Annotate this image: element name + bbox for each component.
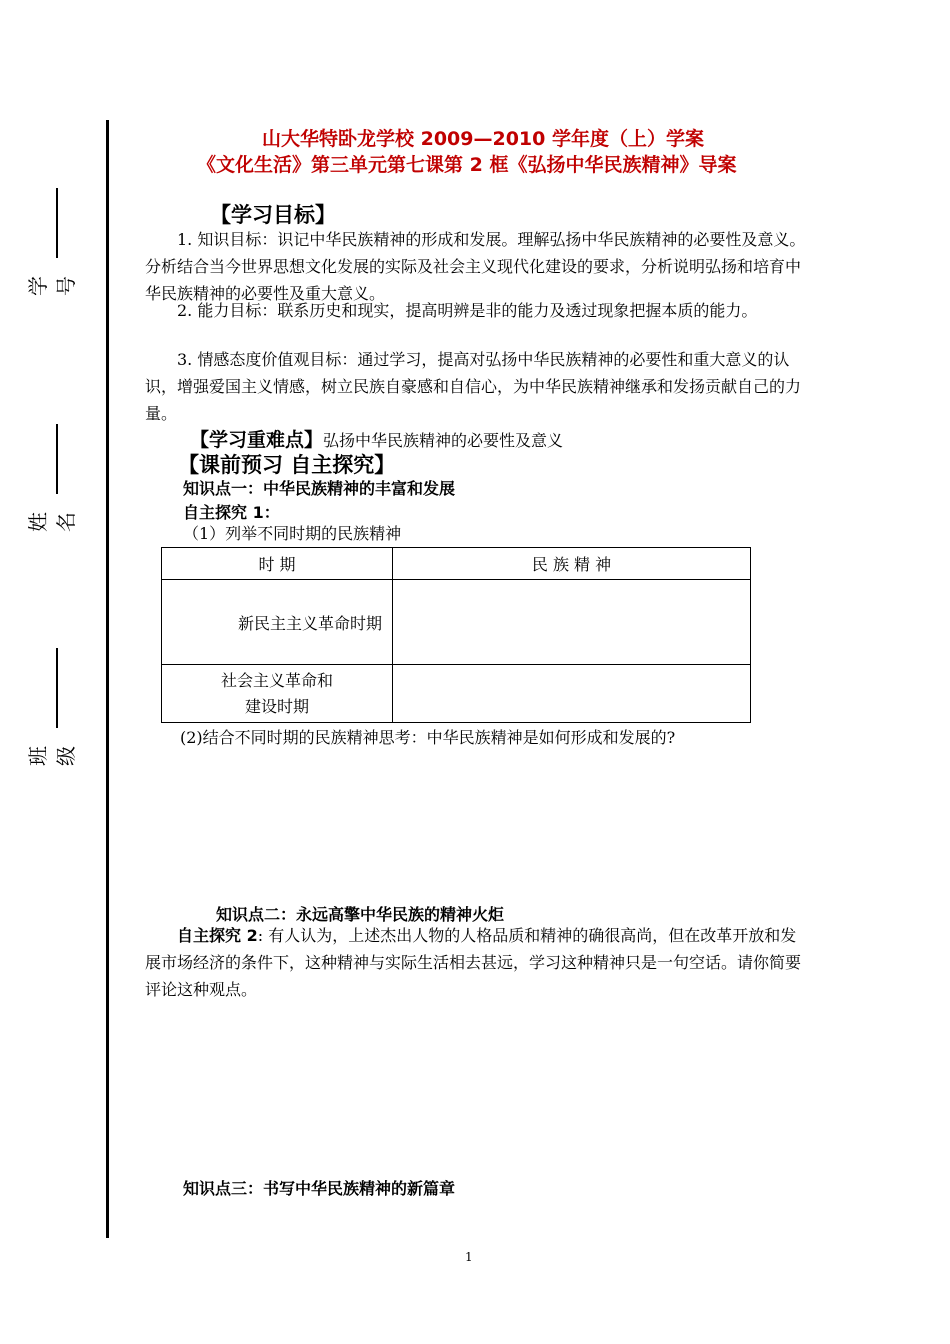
goal-attitude: 3. 情感态度价值观目标：通过学习，提高对弘扬中华民族精神的必要性和重大意义的认识，增强爱国主义情感，树立民族自豪感和自信心，为中华民族精神继承和发扬贡献自己的力量。 xyxy=(145,350,802,423)
doc-title-line2: 《文化生活》第三单元第七课第 2 框《弘扬中华民族精神》导案 xyxy=(197,154,737,176)
student-no-label: 学号 xyxy=(26,276,78,296)
goals-heading: 【学习目标】 xyxy=(210,203,336,227)
preview-heading: 【课前预习 自主探究】 xyxy=(178,453,396,477)
name-label: 姓名 xyxy=(26,512,78,532)
knowledge-point-2: 知识点二：永远高擎中华民族的精神火炬 xyxy=(216,905,505,924)
col-period-header: 时 期 xyxy=(162,548,393,580)
name-blank[interactable] xyxy=(56,424,58,494)
key-points-text: 弘扬中华民族精神的必要性及意义 xyxy=(323,431,564,450)
knowledge-point-1: 知识点一：中华民族精神的丰富和发展 xyxy=(183,479,456,498)
period-cell-line2: 建设时期 xyxy=(244,696,309,716)
key-points-heading: 【学习重难点】 xyxy=(190,429,324,451)
col-spirit-header: 民 族 精 神 xyxy=(393,548,751,580)
page-number: 1 xyxy=(465,1250,473,1264)
doc-title-line1: 山大华特卧龙学校 2009—2010 学年度（上）学案 xyxy=(262,128,704,150)
answer-cell[interactable] xyxy=(393,665,751,723)
question-2: (2)结合不同时期的民族精神思考：中华民族精神是如何形成和发展的? xyxy=(180,728,676,747)
explore-2 xyxy=(145,922,810,1003)
table-row xyxy=(162,580,751,665)
period-cell: 新民主主义革命时期 xyxy=(162,580,393,665)
explore-1-label: 自主探究 1： xyxy=(183,503,280,522)
period-cell xyxy=(162,665,393,723)
student-no-blank[interactable] xyxy=(56,188,58,258)
answer-cell[interactable] xyxy=(393,580,751,665)
goal-ability: 2. 能力目标：联系历史和现实，提高明辨是非的能力及透过现象把握本质的能力。 xyxy=(177,301,758,320)
knowledge-point-3: 知识点三：书写中华民族精神的新篇章 xyxy=(183,1179,456,1198)
class-blank[interactable] xyxy=(56,648,58,728)
goal-knowledge: 1. 知识目标：识记中华民族精神的形成和发展。理解弘扬中华民族精神的必要性及意义。分析结合当今世界思想文化发展的实际及社会主义现代化建设的要求，分析说明弘扬和培育中华民族精神的必要性及重大意义。 xyxy=(145,230,806,303)
margin-rule xyxy=(106,120,109,1238)
class-label: 班级 xyxy=(26,746,78,766)
explore-2-label: 自主探究 2 xyxy=(177,926,258,945)
table-row xyxy=(162,665,751,723)
question-1: （1）列举不同时期的民族精神 xyxy=(183,524,402,543)
period-cell-line1: 社会主义革命和 xyxy=(220,670,333,690)
explore-2-text: : 有人认为，上述杰出人物的人格品质和精神的确很高尚，但在改革开放和发展市场经济的条件下，这种精神与实际生活相去甚远，学习这种精神只是一句空话。请你简要评论这种观点。 xyxy=(145,926,802,999)
spirit-table xyxy=(161,547,751,723)
table-header-row xyxy=(162,548,751,580)
